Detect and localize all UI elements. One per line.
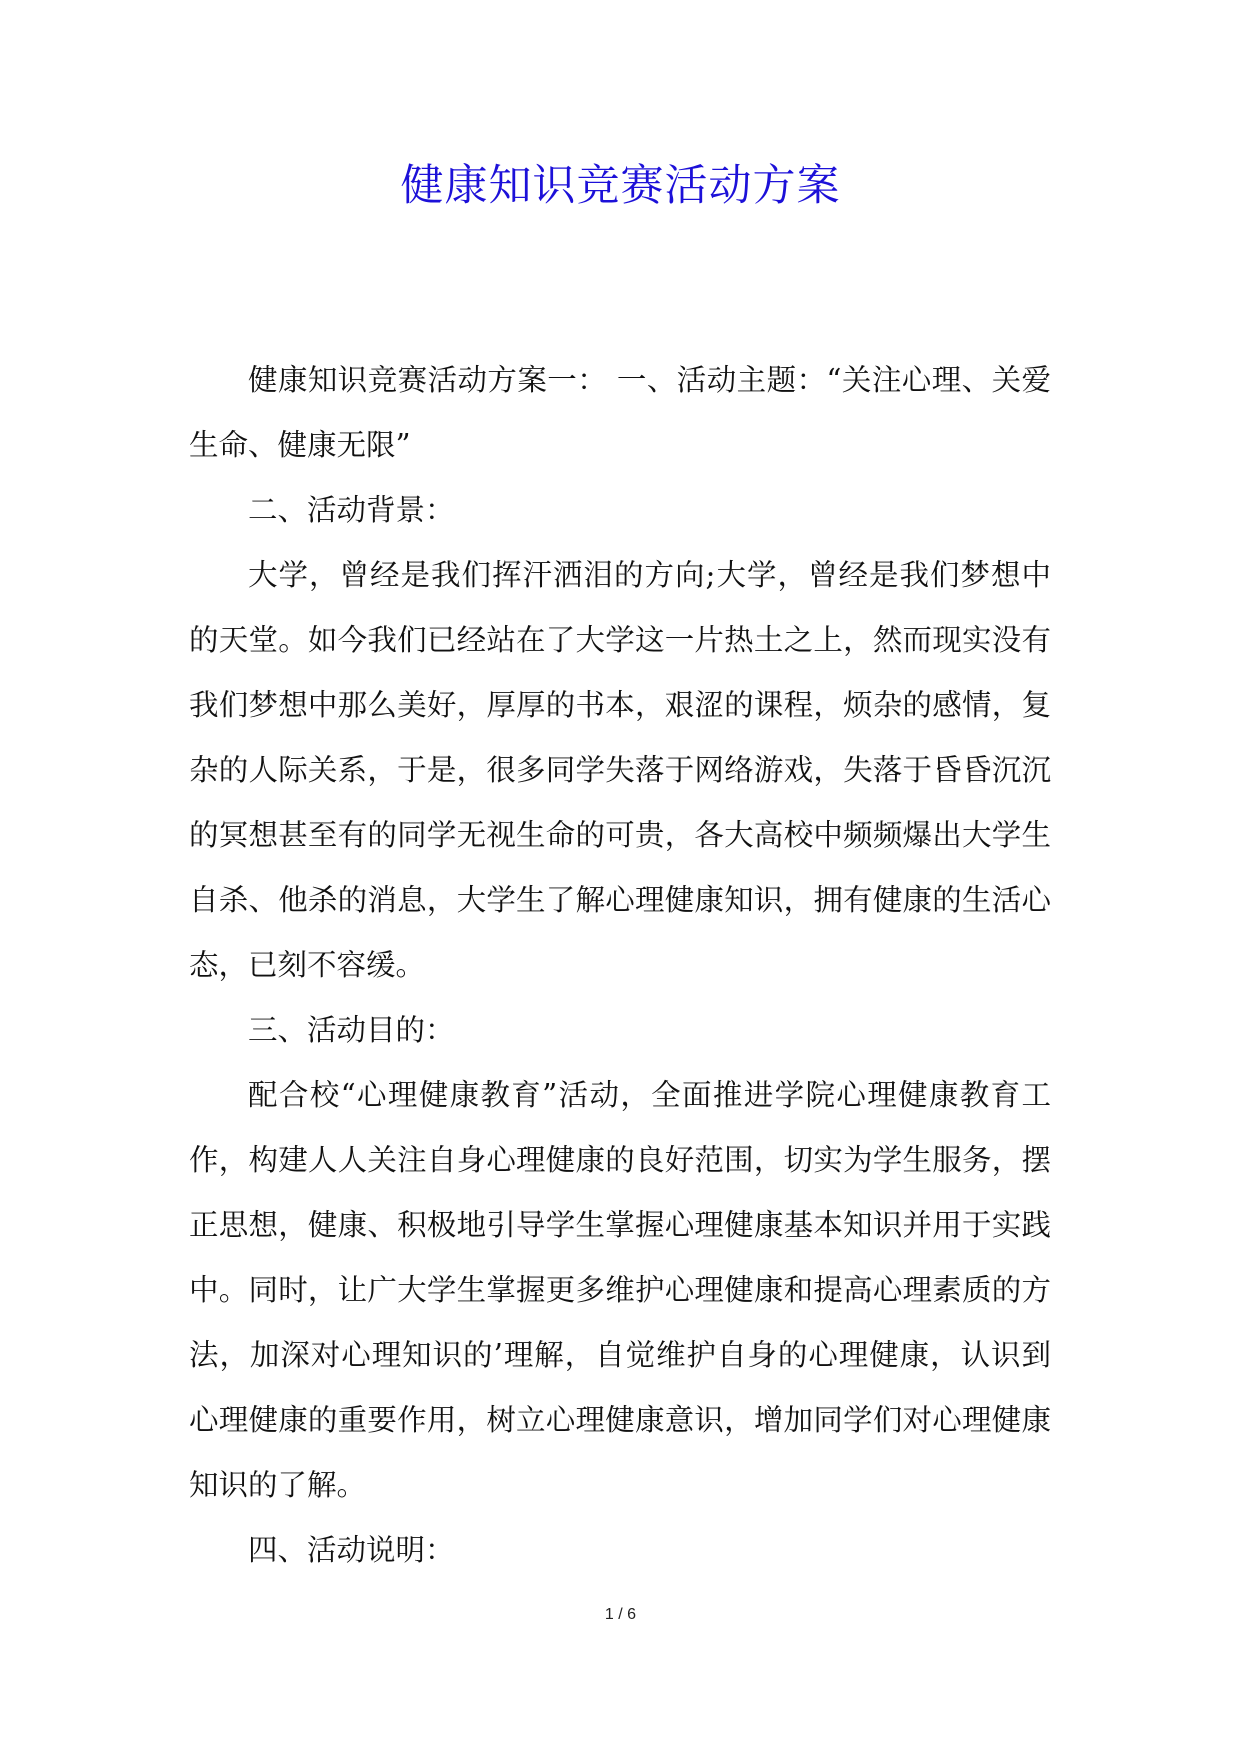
heading-description: 四、活动说明： — [248, 1533, 455, 1567]
document-title: 健康知识竞赛活动方案 — [400, 161, 841, 211]
page-number: 1 / 6 — [604, 1606, 637, 1623]
paragraph-purpose: 配合校“心理健康教育”活动，全面推进学院心理健康教育工作，构建人人关注自身心理健康的良好范围，切实为学生服务，摆正思想，健康、积极地引导学生掌握心理健康基本知识并用于实践中。同时，让广大学生掌握更多维护心理健康和提高心理素质的方法，加深对心理知识的’理解，自觉维护自身的心理健康，认识到心理健康的重要作用，树立心理健康意识，增加同学们对心理健康知识的了解。 — [189, 1078, 1051, 1502]
paragraph-background: 大学，曾经是我们挥汗洒泪的方向;大学，曾经是我们梦想中的天堂。如今我们已经站在了大学这一片热土之上，然而现实没有我们梦想中那么美好，厚厚的书本，艰涩的课程，烦杂的感情，复杂的人际关系，于是，很多同学失落于网络游戏，失落于昏昏沉沉的冥想甚至有的同学无视生命的可贵，各大高校中频频爆出大学生自杀、他杀的消息，大学生了解心理健康知识，拥有健康的生活心态，已刻不容缓。 — [189, 558, 1051, 982]
document-body — [189, 348, 1051, 1583]
heading-background: 二、活动背景： — [248, 493, 455, 527]
paragraph-theme: 健康知识竞赛活动方案一： 一、活动主题：“关注心理、关爱生命、健康无限” — [189, 363, 1051, 462]
heading-purpose: 三、活动目的： — [248, 1013, 455, 1047]
